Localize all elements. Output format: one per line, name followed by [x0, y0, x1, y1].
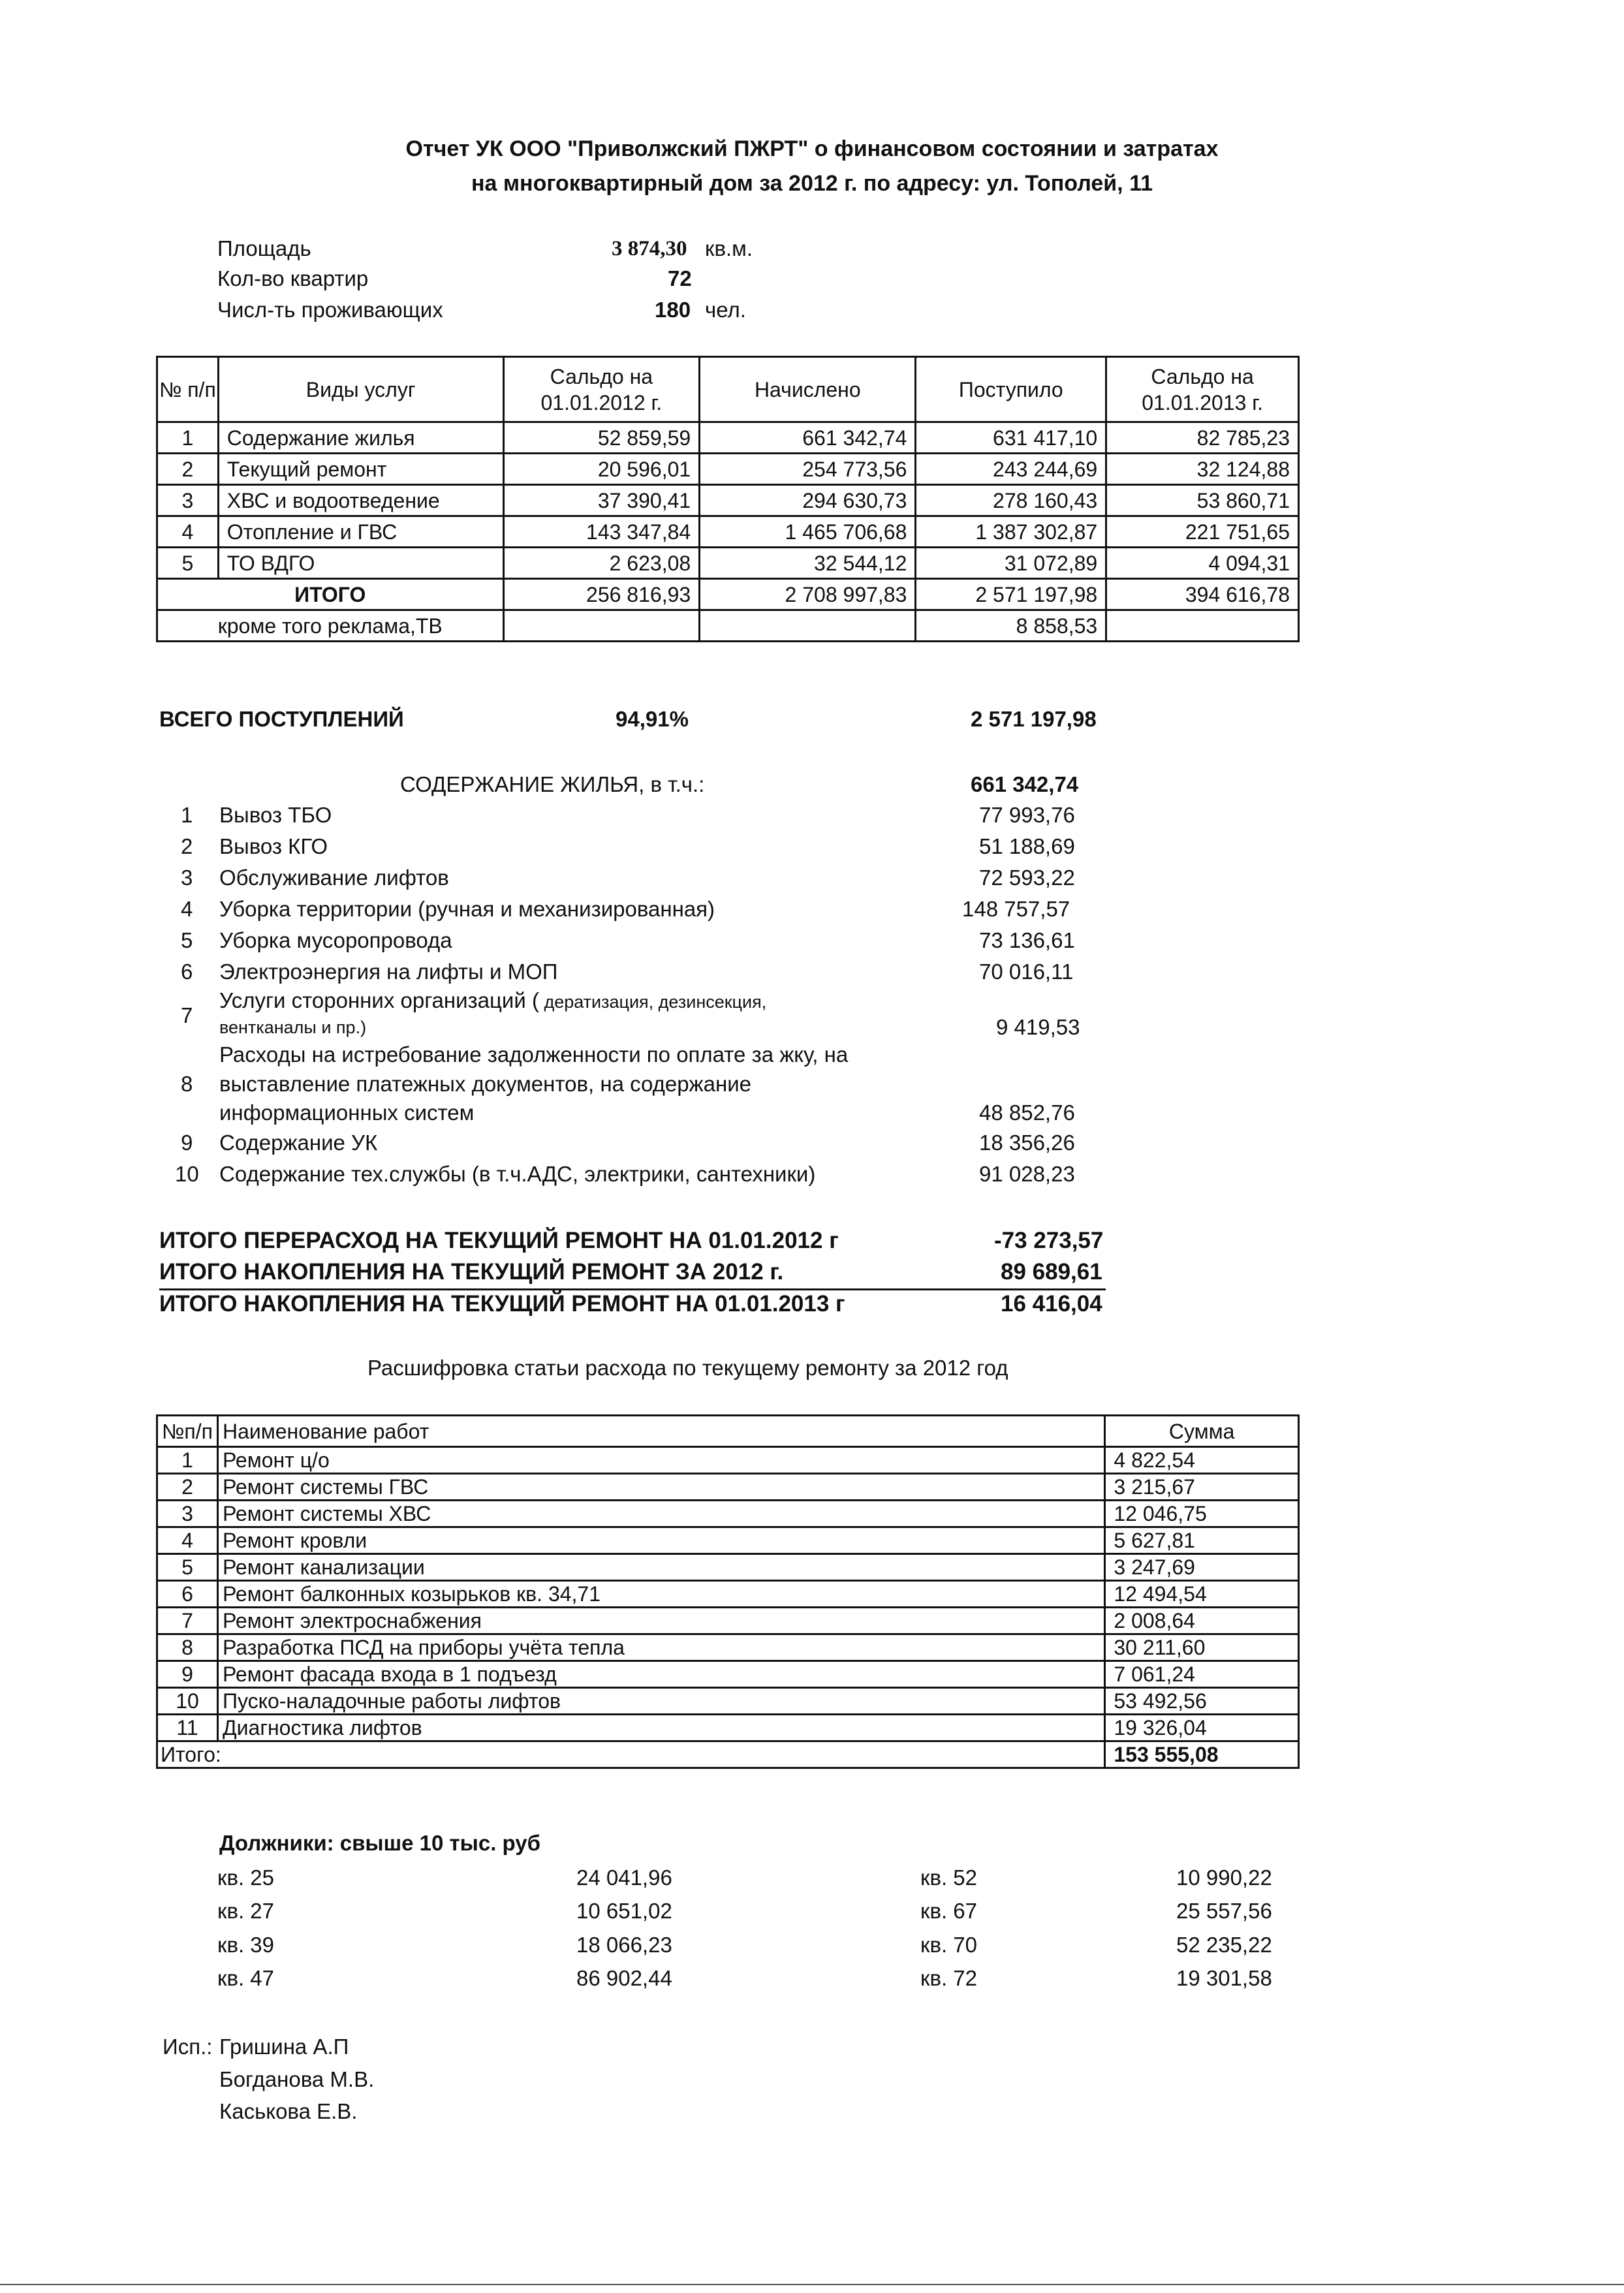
list-item-label: Вывоз ТБО — [219, 803, 332, 827]
debtor-flat: кв. 39 — [217, 1933, 275, 1957]
repair-header-row — [157, 1416, 1299, 1447]
list-item-num: 8 — [181, 1072, 193, 1096]
table-row — [157, 548, 1299, 579]
services-table — [156, 356, 1300, 642]
row-num: 2 — [157, 1474, 218, 1501]
row-end: 221 751,65 — [1106, 516, 1299, 548]
services-header-row — [157, 357, 1299, 422]
executor-name: Каськова Е.В. — [219, 2099, 358, 2123]
table-row — [157, 1688, 1299, 1715]
row-service: Содержание жилья — [218, 422, 503, 454]
row-work: Ремонт ц/о — [217, 1447, 1104, 1474]
debtor-flat: кв. 27 — [217, 1899, 275, 1923]
row-num: 1 — [157, 422, 219, 454]
debtor-flat: кв. 67 — [920, 1899, 978, 1923]
row-end: 53 860,71 — [1106, 485, 1299, 516]
row-sum: 53 492,56 — [1105, 1688, 1299, 1715]
col-header-num: №п/п — [157, 1416, 218, 1447]
table-row — [157, 1581, 1299, 1608]
scan-edge-line — [0, 2284, 1624, 2285]
list-item-label-l2: вентканалы и пр.) — [219, 1018, 367, 1037]
row-sum: 4 822,54 — [1105, 1447, 1299, 1474]
list-item-label: Вывоз КГО — [219, 834, 328, 858]
repair-breakdown-heading: Расшифровка статьи расхода по текущему ремонту за 2012 год — [367, 1356, 1008, 1380]
row-received: 31 072,89 — [916, 548, 1106, 579]
row-sum: 3 215,67 — [1105, 1474, 1299, 1501]
row-num: 11 — [157, 1715, 218, 1741]
list-item-label-l1: Расходы на истребование задолженности по оплате за жку, на — [219, 1042, 849, 1067]
row-start: 37 390,41 — [503, 485, 700, 516]
repair-accum-end-value: 16 416,04 — [1001, 1291, 1102, 1317]
list-item-value: 18 356,26 — [979, 1131, 1075, 1155]
col-header-num: № п/п — [157, 357, 219, 422]
row-charged: 294 630,73 — [700, 485, 916, 516]
total-end: 394 616,78 — [1106, 579, 1299, 610]
repair-overspend-label: ИТОГО ПЕРЕРАСХОД НА ТЕКУЩИЙ РЕМОНТ НА 01.01.2012 г — [159, 1228, 839, 1253]
executor-name: Богданова М.В. — [219, 2067, 375, 2091]
receipts-label: ВСЕГО ПОСТУПЛЕНИЙ — [159, 707, 404, 731]
debtor-amount: 86 902,44 — [576, 1966, 672, 1990]
list-item-label-l1 — [219, 988, 766, 1015]
repair-total-value: 153 555,08 — [1105, 1741, 1299, 1768]
list-item-label: Электроэнергия на лифты и МОП — [219, 959, 558, 984]
row-num: 1 — [157, 1447, 218, 1474]
row-work: Ремонт фасада входа в 1 подъезд — [217, 1661, 1104, 1688]
list-item-label-small: дератизация, дезинсекция, — [539, 992, 767, 1012]
report-title-line1: Отчет УК ООО "Приволжский ПЖРТ" о финансовом состоянии и затратах — [405, 136, 1219, 161]
row-received: 278 160,43 — [916, 485, 1106, 516]
list-item-num: 2 — [181, 834, 193, 858]
row-sum: 5 627,81 — [1105, 1527, 1299, 1554]
debtor-flat: кв. 25 — [217, 1865, 275, 1890]
row-charged: 1 465 706,68 — [700, 516, 916, 548]
debtor-flat: кв. 47 — [217, 1966, 275, 1990]
list-item-label: Уборка территории (ручная и механизированная) — [219, 897, 715, 921]
flats-value: 72 — [668, 266, 692, 290]
list-item-value: 148 757,57 — [962, 897, 1070, 921]
row-service: Отопление и ГВС — [218, 516, 503, 548]
row-start: 52 859,59 — [503, 422, 700, 454]
report-title-line2: на многоквартирный дом за 2012 г. по адресу: ул. Тополей, 11 — [471, 171, 1153, 196]
repair-breakdown-table — [156, 1414, 1300, 1769]
list-item-label: Содержание тех.службы (в т.ч.АДС, электрики, сантехники) — [219, 1162, 816, 1186]
row-work: Ремонт канализации — [217, 1554, 1104, 1581]
row-end: 82 785,23 — [1106, 422, 1299, 454]
total-received: 2 571 197,98 — [916, 579, 1106, 610]
row-charged: 32 544,12 — [700, 548, 916, 579]
table-row — [157, 1661, 1299, 1688]
row-work: Пуско-наладочные работы лифтов — [217, 1688, 1104, 1715]
list-item-value: 70 016,11 — [979, 959, 1074, 984]
row-sum: 7 061,24 — [1105, 1661, 1299, 1688]
residents-unit: чел. — [705, 298, 746, 322]
debtor-amount: 19 301,58 — [1176, 1966, 1272, 1990]
list-item-num: 6 — [181, 959, 193, 984]
row-sum: 12 494,54 — [1105, 1581, 1299, 1608]
row-work: Ремонт электроснабжения — [217, 1608, 1104, 1634]
total-label: ИТОГО — [157, 579, 504, 610]
row-work: Ремонт кровли — [217, 1527, 1104, 1554]
list-item-label: Содержание УК — [219, 1131, 378, 1155]
receipts-amount: 2 571 197,98 — [971, 707, 1097, 731]
start-balance-l1: Сальдо на — [550, 364, 653, 388]
table-row — [157, 1715, 1299, 1741]
row-num: 3 — [157, 485, 219, 516]
table-row — [157, 1474, 1299, 1501]
row-end: 4 094,31 — [1106, 548, 1299, 579]
row-start: 2 623,08 — [503, 548, 700, 579]
debtor-flat: кв. 72 — [920, 1966, 978, 1990]
debtor-amount: 10 990,22 — [1176, 1865, 1272, 1890]
row-service: ТО ВДГО — [218, 548, 503, 579]
table-row — [157, 1634, 1299, 1661]
table-row — [157, 422, 1299, 454]
end-balance-l2: 01.01.2013 г. — [1142, 390, 1263, 414]
extra-empty-2 — [700, 610, 916, 642]
row-num: 4 — [157, 516, 219, 548]
row-num: 10 — [157, 1688, 218, 1715]
row-num: 8 — [157, 1634, 218, 1661]
row-work: Диагностика лифтов — [217, 1715, 1104, 1741]
flats-label: Кол-во квартир — [217, 266, 369, 290]
maintenance-heading: СОДЕРЖАНИЕ ЖИЛЬЯ, в т.ч.: — [400, 772, 705, 796]
repair-total-label: Итого: — [157, 1741, 1105, 1768]
extra-empty-1 — [503, 610, 700, 642]
debtor-amount: 24 041,96 — [576, 1865, 672, 1890]
table-row — [157, 1527, 1299, 1554]
services-extra-row — [157, 610, 1299, 642]
row-num: 2 — [157, 454, 219, 485]
row-service: Текущий ремонт — [218, 454, 503, 485]
debtor-amount: 25 557,56 — [1176, 1899, 1272, 1923]
row-num: 4 — [157, 1527, 218, 1554]
debtor-amount: 10 651,02 — [576, 1899, 672, 1923]
table-row — [157, 485, 1299, 516]
list-item-value: 48 852,76 — [979, 1100, 1075, 1125]
table-row — [157, 454, 1299, 485]
row-work: Ремонт балконных козырьков кв. 34,71 — [217, 1581, 1104, 1608]
row-charged: 254 773,56 — [700, 454, 916, 485]
executor-name: Гришина А.П — [219, 2035, 349, 2059]
row-received: 631 417,10 — [916, 422, 1106, 454]
list-item-value: 91 028,23 — [979, 1162, 1075, 1186]
row-end: 32 124,88 — [1106, 454, 1299, 485]
row-received: 1 387 302,87 — [916, 516, 1106, 548]
list-item-label-main: Услуги сторонних организаций ( — [219, 988, 539, 1012]
row-num: 5 — [157, 548, 219, 579]
residents-label: Числ-ть проживающих — [217, 298, 443, 322]
residents-value: 180 — [655, 298, 691, 322]
debtor-amount: 52 235,22 — [1176, 1933, 1272, 1957]
row-work: Ремонт системы ХВС — [217, 1501, 1104, 1527]
total-charged: 2 708 997,83 — [700, 579, 916, 610]
list-item-num: 1 — [181, 803, 193, 827]
list-item-label-l3: информационных систем — [219, 1100, 475, 1125]
col-header-work: Наименование работ — [217, 1416, 1104, 1447]
list-item-num: 7 — [181, 1003, 193, 1027]
list-item-label-l2: выставление платежных документов, на содержание — [219, 1072, 751, 1096]
extra-label: кроме того реклама,ТВ — [157, 610, 504, 642]
row-sum: 12 046,75 — [1105, 1501, 1299, 1527]
list-item-num: 9 — [181, 1131, 193, 1155]
repair-total-row — [157, 1741, 1299, 1768]
services-total-row — [157, 579, 1299, 610]
col-header-sum: Сумма — [1105, 1416, 1299, 1447]
row-received: 243 244,69 — [916, 454, 1106, 485]
list-item-num: 4 — [181, 897, 193, 921]
receipts-percent: 94,91% — [616, 707, 689, 731]
list-item-label: Обслуживание лифтов — [219, 866, 449, 890]
row-work: Разработка ПСД на приборы учёта тепла — [217, 1634, 1104, 1661]
table-row — [157, 1447, 1299, 1474]
table-row — [157, 1554, 1299, 1581]
row-num: 3 — [157, 1501, 218, 1527]
executors-label: Исп.: — [163, 2035, 213, 2059]
debtor-flat: кв. 52 — [920, 1865, 978, 1890]
row-sum: 19 326,04 — [1105, 1715, 1299, 1741]
extra-empty-3 — [1106, 610, 1299, 642]
row-sum: 3 247,69 — [1105, 1554, 1299, 1581]
debtor-flat: кв. 70 — [920, 1933, 978, 1957]
col-header-start-balance — [503, 357, 700, 422]
row-start: 20 596,01 — [503, 454, 700, 485]
total-start: 256 816,93 — [503, 579, 700, 610]
area-unit: кв.м. — [705, 236, 753, 260]
totals-divider — [159, 1288, 1106, 1290]
list-item-label: Уборка мусоропровода — [219, 928, 452, 952]
area-label: Площадь — [217, 236, 311, 260]
list-item-value: 51 188,69 — [979, 834, 1075, 858]
row-num: 5 — [157, 1554, 218, 1581]
repair-accum-end-label: ИТОГО НАКОПЛЕНИЯ НА ТЕКУЩИЙ РЕМОНТ НА 01.01.2013 г — [159, 1291, 845, 1317]
list-item-value: 73 136,61 — [979, 928, 1075, 952]
row-service: ХВС и водоотведение — [218, 485, 503, 516]
list-item-value: 72 593,22 — [979, 866, 1075, 890]
start-balance-l2: 01.01.2012 г. — [540, 390, 663, 414]
table-row — [157, 1501, 1299, 1527]
row-sum: 30 211,60 — [1105, 1634, 1299, 1661]
table-row — [157, 1608, 1299, 1634]
row-num: 7 — [157, 1608, 218, 1634]
row-num: 6 — [157, 1581, 218, 1608]
maintenance-total: 661 342,74 — [971, 772, 1079, 796]
row-sum: 2 008,64 — [1105, 1608, 1299, 1634]
repair-accum-year-label: ИТОГО НАКОПЛЕНИЯ НА ТЕКУЩИЙ РЕМОНТ ЗА 2012 г. — [159, 1259, 784, 1285]
col-header-charged: Начислено — [700, 357, 916, 422]
debtors-heading: Должники: свыше 10 тыс. руб — [219, 1831, 541, 1855]
repair-accum-year-value: 89 689,61 — [1001, 1259, 1102, 1285]
col-header-received: Поступило — [916, 357, 1106, 422]
table-row — [157, 516, 1299, 548]
repair-overspend-value: -73 273,57 — [994, 1228, 1104, 1253]
list-item-num: 10 — [175, 1162, 199, 1186]
list-item-value: 77 993,76 — [979, 803, 1075, 827]
row-start: 143 347,84 — [503, 516, 700, 548]
row-charged: 661 342,74 — [700, 422, 916, 454]
extra-received: 8 858,53 — [916, 610, 1106, 642]
col-header-end-balance — [1106, 357, 1299, 422]
list-item-num: 3 — [181, 866, 193, 890]
row-work: Ремонт системы ГВС — [217, 1474, 1104, 1501]
debtor-amount: 18 066,23 — [576, 1933, 672, 1957]
row-num: 9 — [157, 1661, 218, 1688]
end-balance-l1: Сальдо на — [1151, 364, 1254, 388]
list-item-num: 5 — [181, 928, 193, 952]
area-value: 3 874,30 — [612, 237, 687, 260]
col-header-service: Виды услуг — [218, 357, 503, 422]
list-item-value: 9 419,53 — [996, 1015, 1080, 1039]
